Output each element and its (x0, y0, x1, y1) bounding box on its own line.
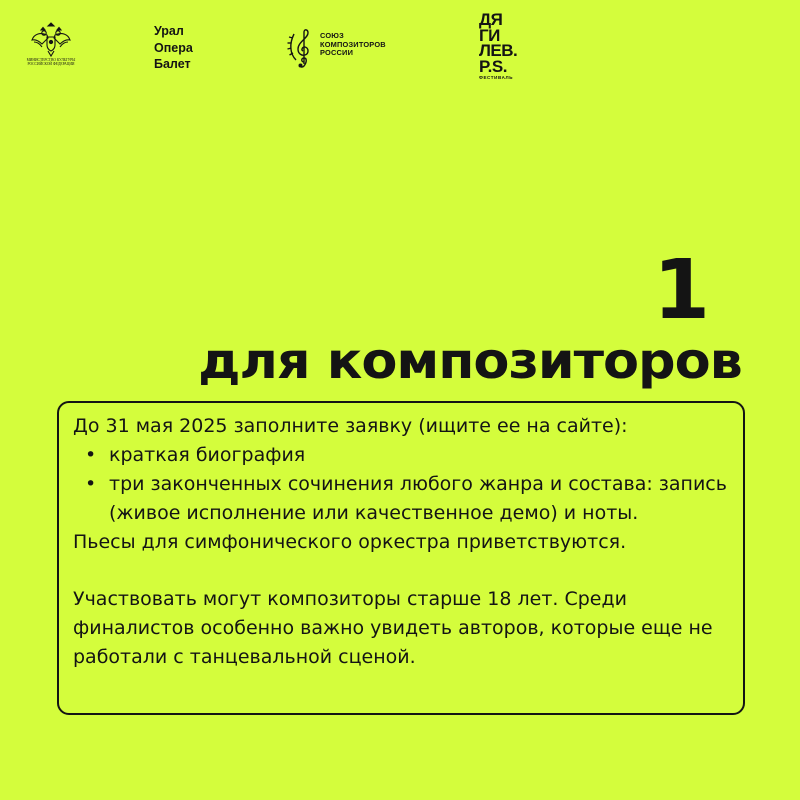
diaghilev-ps-festival-logo (479, 12, 517, 81)
paragraph-spacer (73, 557, 729, 585)
section-number: 1 (652, 243, 710, 338)
requirements-list (73, 441, 729, 528)
union-of-composers-logo (286, 26, 406, 70)
ministry-text-line-1: МИНИСТЕРСТВО КУЛЬТУРЫ (26, 58, 76, 62)
orchestra-note: Пьесы для симфонического оркестра приветствуются. (73, 531, 627, 553)
soyuz-line-3: РОССИИ (320, 48, 354, 58)
ministry-text-line-2: РОССИЙСКОЙ ФЕДЕРАЦИИ (27, 62, 75, 66)
bullet-icon: • (85, 473, 97, 495)
list-item-text: краткая биография (109, 444, 306, 466)
treble-clef-laurel-icon (286, 26, 320, 70)
bullet-icon: • (85, 444, 97, 466)
diaghilev-subtitle: ФЕСТИВАЛЬ (479, 75, 514, 80)
diaghilev-line-2: ГИ (479, 25, 500, 45)
list-item-text: три законченных сочинения любого жанра и состава: запись (живое исполнение или качественное демо) и ноты. (109, 473, 727, 524)
list-item (73, 470, 729, 528)
intro-text: До 31 мая 2025 заполните заявку (ищите ее на сайте): (73, 415, 628, 437)
eligibility-text: Участвовать могут композиторы старше 18 лет. Среди финалистов особенно важно увидеть авторов, которые еще не работали с танцевальной сценой. (73, 588, 713, 668)
diaghilev-line-1: ДЯ (479, 10, 503, 29)
diaghilev-line-4: P.S. (479, 56, 507, 76)
ural-logo-line-2: Опера (154, 40, 193, 55)
ministry-logo-text (26, 58, 76, 66)
double-headed-eagle-icon (26, 22, 76, 58)
diaghilev-line-3: ЛЕВ. (479, 41, 518, 60)
ural-logo-line-1: Урал (154, 24, 184, 38)
section-title: для композиторов (198, 332, 742, 390)
ural-logo-line-3: Балет (154, 57, 191, 71)
soyuz-line-1: СОЮЗ (320, 31, 344, 40)
ministry-of-culture-logo (26, 22, 76, 72)
list-item (73, 441, 729, 470)
union-of-composers-text (320, 32, 386, 58)
info-box (57, 401, 745, 715)
soyuz-line-2: КОМПОЗИТОРОВ (320, 39, 386, 49)
ural-opera-ballet-logo (154, 23, 193, 73)
